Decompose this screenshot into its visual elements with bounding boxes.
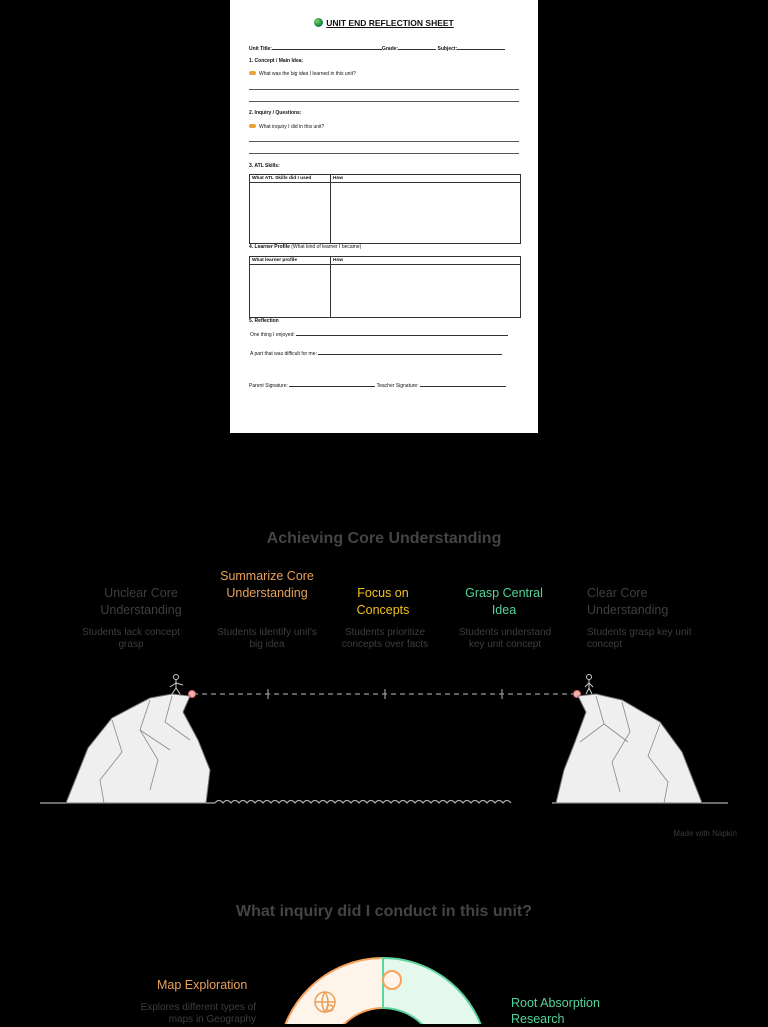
step-title: Grasp Central Idea — [465, 586, 543, 617]
grade-line — [398, 45, 436, 50]
answer-line — [249, 101, 519, 102]
section-2-heading: 2. Inquiry / Questions: — [249, 110, 302, 116]
step-desc: Students grasp key unit concept — [587, 627, 692, 650]
learner-profile-table — [249, 256, 521, 318]
step-desc: Students prioritize concepts over facts — [341, 627, 429, 650]
root-absorption-title: Root Absorption Research — [511, 996, 600, 1026]
section-5-heading: 5. Reflection — [249, 318, 279, 324]
person-end-icon — [585, 675, 593, 695]
step-title: Unclear Core Understanding — [100, 586, 182, 617]
unit-title-line — [272, 45, 382, 50]
section-4-heading: 4. Learner Profile (What kind of learner I became) — [249, 244, 362, 250]
sheet-title: UNIT END REFLECTION SHEET — [230, 18, 538, 28]
grade-label: Grade: — [381, 46, 399, 52]
section-1-heading: 1. Concept / Main Idea: — [249, 58, 304, 64]
step-desc: Students identify unit's big idea — [217, 627, 317, 650]
reflection-q2: A part that was difficult for me: — [250, 350, 520, 357]
signature-row: Parent Signature: Teacher Signature: — [249, 382, 529, 389]
step-title: Clear Core Understanding — [587, 586, 669, 617]
ring-segment-orange — [278, 958, 383, 1024]
table-header-cell: What ATL Skills did I used — [252, 176, 312, 181]
table-header-cell: How — [333, 176, 344, 181]
pointing-hand-icon — [249, 71, 256, 75]
napkin-credit: Made with Napkin — [673, 829, 737, 838]
reflection-sheet — [230, 0, 538, 433]
unit-title-label: Unit Title: — [249, 46, 272, 52]
person-start-icon — [170, 675, 183, 695]
subject-line — [457, 45, 505, 50]
left-cliff — [66, 694, 210, 803]
answer-line — [249, 153, 519, 154]
water-waves — [215, 801, 511, 804]
table-header-cell: What learner profile — [252, 258, 298, 263]
atl-skills-table — [249, 174, 521, 244]
reflection-q1: One thing I enjoyed: — [250, 331, 520, 338]
answer-line — [249, 141, 519, 142]
ring-segment-green — [383, 958, 488, 1024]
inquiry-ring — [270, 950, 500, 1024]
inquiry-title: What inquiry did I conduct in this unit? — [236, 903, 532, 920]
step-title: Focus on Concepts — [356, 586, 410, 617]
map-exploration-desc: Explores different types of maps in Geography — [140, 1002, 256, 1025]
answer-line — [249, 89, 519, 90]
map-exploration-title: Map Exploration — [157, 978, 248, 992]
section-3-heading: 3. ATL Skills: — [249, 163, 280, 169]
unit-info-row — [249, 45, 524, 52]
cliffs-illustration — [0, 660, 768, 820]
subject-label: Subject: — [437, 46, 458, 52]
table-header-cell: How — [333, 258, 344, 263]
section-2-question: What inquiry I did in this unit? — [249, 124, 324, 130]
globe-icon — [314, 18, 323, 27]
diagram-title: Achieving Core Understanding — [266, 530, 502, 547]
pointing-hand-icon — [249, 124, 256, 128]
section-1-question: What was the big idea I learned in this unit? — [249, 71, 356, 77]
right-cliff — [556, 694, 702, 803]
step-desc: Students understand key unit concept — [458, 627, 552, 650]
step-desc: Students lack concept grasp — [82, 627, 180, 650]
step-title: Summarize Core Understanding — [220, 569, 314, 600]
